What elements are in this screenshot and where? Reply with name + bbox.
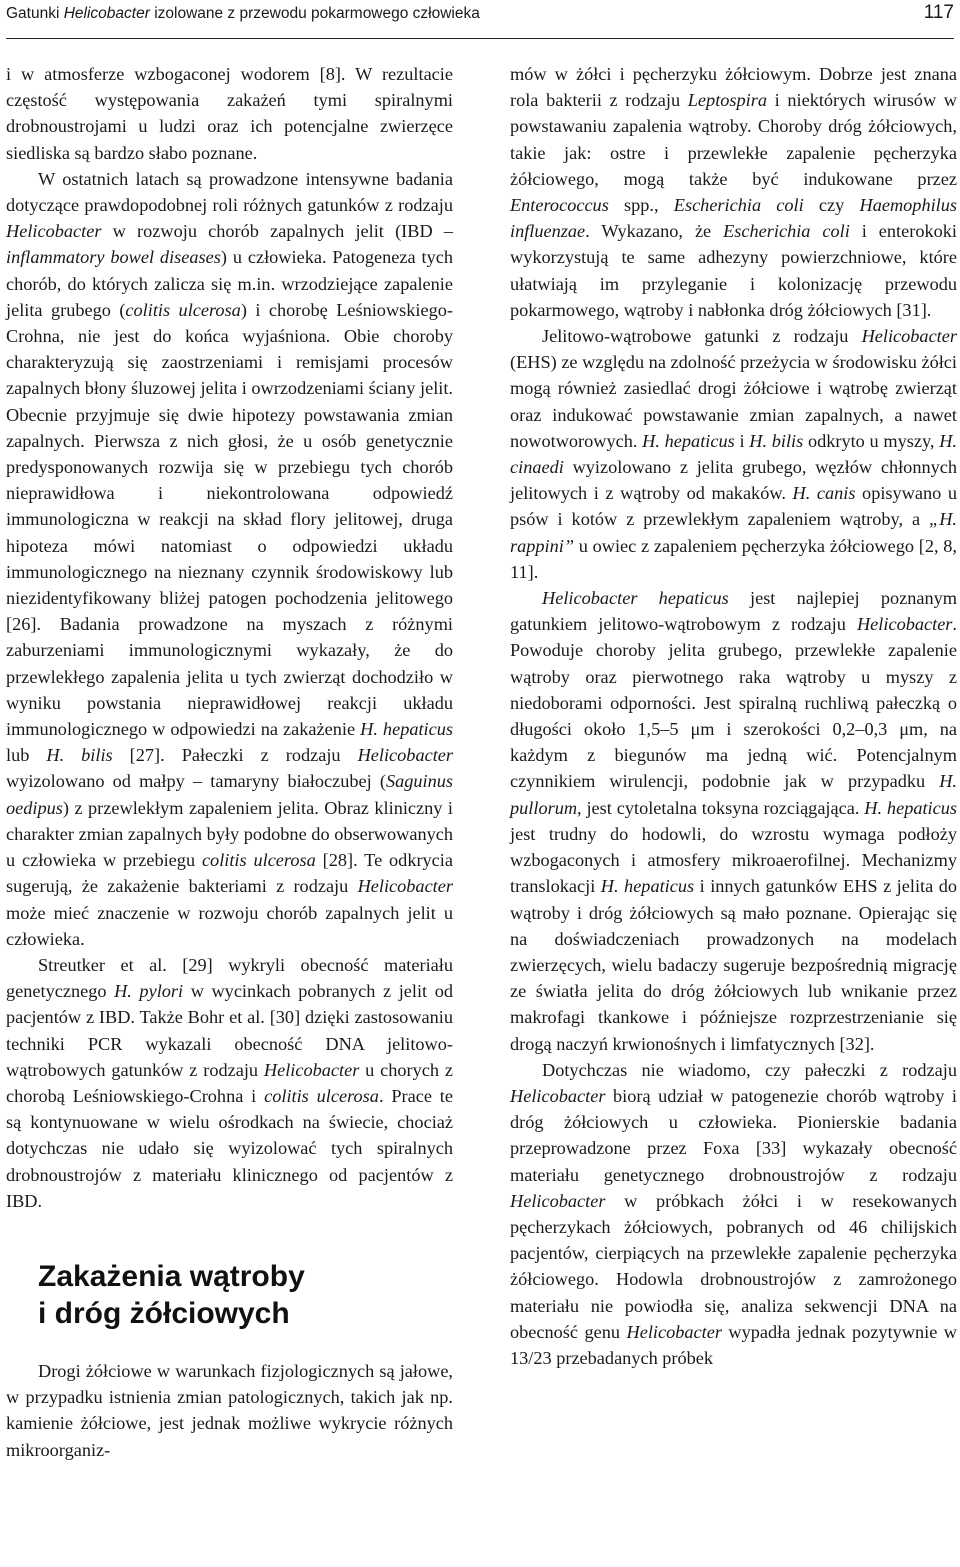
section-heading-line: Zakażenia wątroby bbox=[38, 1259, 305, 1293]
paragraph: i w atmosferze wzbogaconej wodorem [8]. W rezultacie częstość występowania zakażeń tymi spiralnymi drobnoustrojami u ludzi oraz ich potencjalne zwierzęce siedliska są bardzo słabo poznane. bbox=[6, 64, 453, 163]
paragraph: Drogi żółciowe w warunkach fizjologicznych są jałowe, w przypadku istnienia zmian patologicznych, takich jak np. kamienie żółciowe, jest jednak możliwe wykrycie różnych mikroorganiz- bbox=[6, 1360, 453, 1460]
section-heading-line: i dróg żółciowych bbox=[38, 1296, 290, 1330]
running-title-text: Gatunki bbox=[6, 5, 64, 22]
paragraph: Helicobacter hepaticus jest najlepiej poznanym gatunkiem jelitowo-wątrobowym z rodzaju Helicobacter. Powoduje choroby jelita grubego, przewlekłe zapalenie wątroby oraz pierwotnego raka wątroby u myszy z niedoborami odporności. Jest spiralną ruchliwą pałeczką o długości około 1,5–5 μm i szerokości 0,2–0,3 μm, na każdym z biegunów ma jedną wić. Potencjalnym czynnikiem wirulencji, podobnie jak w przypadku H. pullorum, jest cytoletalna toksyna rozciągająca. H. hepaticus jest trudny do hodowli, do wzrostu wymaga podłoży wzbogaconych i atmosfery mikroaerofilnej. Mechanizmy translokacji H. hepaticus i innych gatunków EHS z jelita do wątroby i dróg żółciowych są mało poznane. Opierając się na doświadczeniach prowadzonych na modelach zwierzęcych, wielu badaczy sugeruje bezpośrednią migrację ze światła jelita do dróg żółciowych lub wnikanie przez makrofagi tkankowe i późniejsze rozprzestrzenianie się drogą naczyń krwionośnych i limfatycznych [32]. bbox=[510, 588, 958, 1054]
paragraph: Dotychczas nie wiadomo, czy pałeczki z rodzaju Helicobacter biorą udział w patogenezie chorób wątroby i dróg żółciowych u człowieka. Pionierskie badania przeprowadzone przez Foxa [33] wykazały obecność materiału genetycznego drobnoustrojów z rodzaju Helicobacter w próbkach żółci i w resekowanych pęcherzykach żółciowych, pobranych od 46 chilijskich pacjentów, cierpiących na przewlekłe zapalenie pęcherzyka żółciowego. Hodowla drobnoustrojów z zamrożonego materiału nie powiodła się, analiza sekwencji DNA na obecność genu Helicobacter wypadła jednak pozytywnie w 13/23 przebadanych próbek bbox=[510, 1059, 958, 1368]
right-column bbox=[510, 61, 957, 1371]
running-header bbox=[6, 0, 954, 39]
running-title-genus: Helicobacter bbox=[63, 5, 150, 22]
paragraph: Streutker et al. [29] wykryli obecność materiału genetycznego H. pylori w wycinkach pobranych z jelit od pacjentów z IBD. Także Bohr et al. [30] dzięki zastosowaniu techniki PCR wykazali obecność DNA jelitowo-wątrobowych gatunków z rodzaju Helicobacter u chorych z chorobą Leśniowskiego-Crohna i colitis ulcerosa. Prace te są kontynuowane w wielu ośrodkach na świecie, chociaż dotychczas nie udało się wyizolować tych spiralnych drobnoustrojów z materiału klinicznego od pacjentów z IBD. bbox=[6, 954, 453, 1211]
page-number: 117 bbox=[923, 2, 954, 23]
section-heading bbox=[38, 1258, 453, 1332]
running-title-text: izolowane z przewodu pokarmowego człowieka bbox=[149, 5, 480, 22]
paragraph: Jelitowo-wątrobowe gatunki z rodzaju Helicobacter (EHS) ze względu na zdolność przeżycia w środowisku żółci mogą również zasiedlać drogi żółciowe i wątrobę zwierząt oraz indukować powstawanie zmian zapalnych, a nawet nowotworowych. H. hepaticus i H. bilis odkryto u myszy, H. cinaedi wyizolowano z jelita grubego, węzłów chłonnych jelitowych i z wątroby od makaków. H. canis opisywano u psów i kotów z przewlekłym zapaleniem wątroby, a „H. rappini” u owiec z zapaleniem pęcherzyka żółciowego [2, 8, 11]. bbox=[510, 326, 958, 582]
running-title bbox=[6, 5, 480, 23]
paragraph: mów w żółci i pęcherzyku żółciowym. Dobrze jest znana rola bakterii z rodzaju Leptospira i niektórych wirusów w powstawaniu zapalenia wątroby. Choroby dróg żółciowych, takie jak: ostre i przewlekłe zapalenie pęcherzyka żółciowego, mogą także być indukowane przez Enterococcus spp., Escherichia coli czy Haemophilus influenzae. Wykazano, że Escherichia coli i enterokoki wykorzystują te same adhezyny powierzchniowe, które ułatwiają im przyleganie i kolonizację przewodu pokarmowego, wątroby i nabłonka dróg żółciowych [31]. bbox=[510, 64, 957, 320]
left-column bbox=[6, 61, 453, 1463]
paragraph: W ostatnich latach są prowadzone intensywne badania dotyczące prawdopodobnej roli różnych gatunków z rodzaju Helicobacter w rozwoju chorób zapalnych jelit (IBD – inflammatory bowel diseases) u człowieka. Patogeneza tych chorób, do których zalicza się m.in. wrzodziejące zapalenie jelita grubego (colitis ulcerosa) i chorobę Leśniowskiego- Crohna, nie jest do końca wyjaśniona. Obie choroby charakteryzują się zaostrzeniami i remisjami procesów zapalnych błony śluzowej jelita i owrzodzeniami ściany jelit. Obecnie przyjmuje się dwie hipotezy powstawania zmian zapalnych. Pierwsza z nich głosi, że u osób genetycznie predysponowanych rozwija się w przebiegu tych chorób nieprawidłowa i niekontrolowana odpowiedź immunologiczna w reakcji na skład flory jelitowej, druga hipoteza mówi natomiast o odpowiedzi układu immunologicznego na nieznany czynnik środowiskowy lub niezidentyfikowany bliżej patogen pochodzenia jelitowego [26]. Badania prowadzone na myszach z różnymi zaburzeniami immunologicznymi wykazały, że do przewlekłego zapalenia jelita u tych zwierząt dochodziło w wyniku powstania nieprawidłowej reakcji układu immunologicznego w odpowiedzi na zakażenie H. hepaticus lub H. bilis [27]. Pałeczki z rodzaju Helicobacter wyizolowano od małpy – tamaryny białoczubej (Saguinus oedipus) z przewlekłym zapaleniem jelita. Obraz kliniczny i charakter zmian zapalnych były podobne do obserwowanych u człowieka w przebiegu colitis ulcerosa [28]. Te odkrycia sugerują, że zakażenie bakteriami z rodzaju Helicobacter może mieć znaczenie w rozwoju chorób zapalnych jelit u człowieka. bbox=[6, 168, 454, 949]
